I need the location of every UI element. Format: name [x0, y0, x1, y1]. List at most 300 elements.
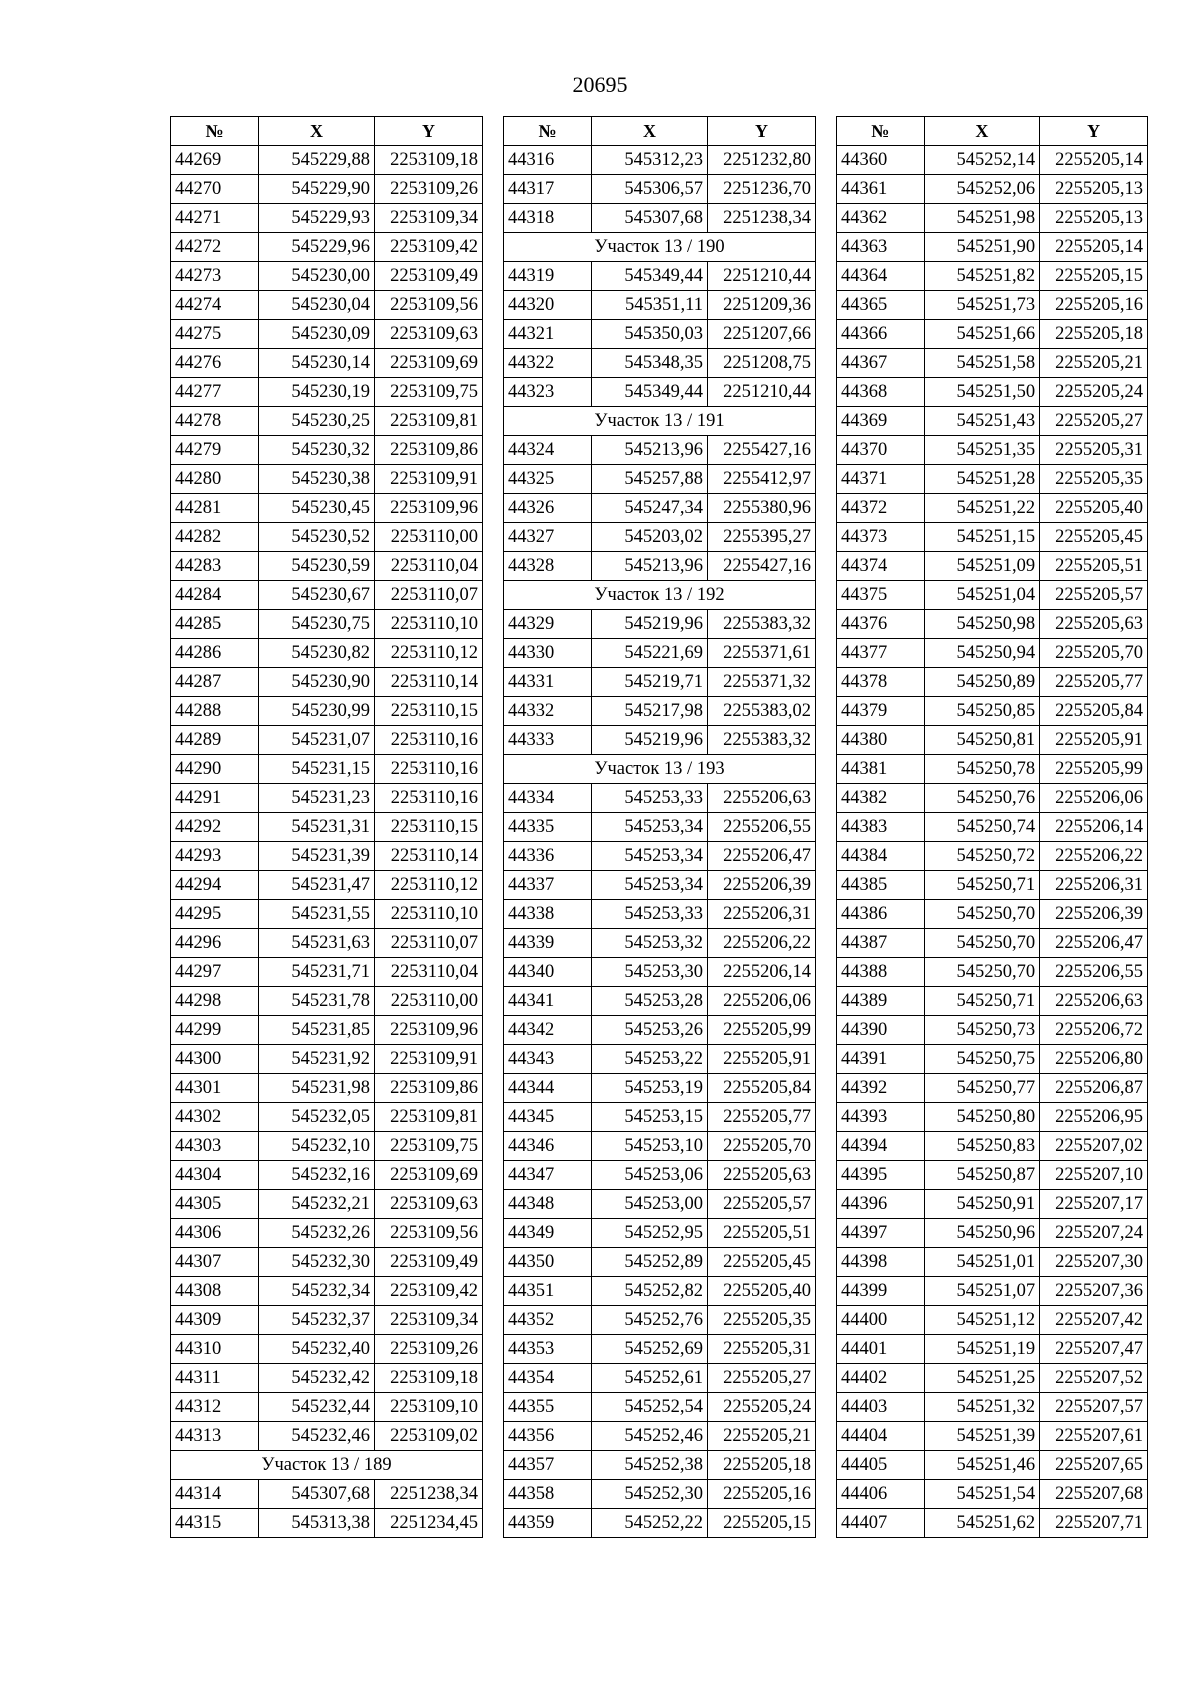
cell-y: 2255205,35	[708, 1306, 816, 1335]
table-header-row	[504, 117, 816, 146]
cell-number: 44380	[837, 726, 925, 755]
table-row	[837, 1393, 1148, 1422]
cell-x: 545251,50	[924, 378, 1040, 407]
cell-y: 2253109,81	[375, 407, 483, 436]
cell-number: 44385	[837, 871, 925, 900]
section-title: Участок 13 / 192	[504, 581, 816, 610]
header-x: X	[592, 117, 708, 146]
cell-y: 2255207,52	[1040, 1364, 1148, 1393]
table-row	[171, 204, 483, 233]
cell-y: 2255205,24	[1040, 378, 1148, 407]
header-y: Y	[375, 117, 483, 146]
table-row	[504, 697, 816, 726]
table-row	[504, 378, 816, 407]
cell-y: 2253110,10	[375, 610, 483, 639]
cell-x: 545231,31	[259, 813, 375, 842]
cell-number: 44394	[837, 1132, 925, 1161]
cell-x: 545250,89	[924, 668, 1040, 697]
cell-number: 44328	[504, 552, 592, 581]
cell-number: 44269	[171, 146, 259, 175]
cell-x: 545250,96	[924, 1219, 1040, 1248]
table-row	[837, 465, 1148, 494]
cell-x: 545251,12	[924, 1306, 1040, 1335]
cell-x: 545251,22	[924, 494, 1040, 523]
cell-y: 2255205,57	[1040, 581, 1148, 610]
table-row	[504, 1248, 816, 1277]
cell-y: 2253110,16	[375, 755, 483, 784]
cell-number: 44318	[504, 204, 592, 233]
cell-number: 44405	[837, 1451, 925, 1480]
cell-x: 545349,44	[592, 378, 708, 407]
cell-y: 2255206,63	[708, 784, 816, 813]
cell-number: 44319	[504, 262, 592, 291]
table-row	[171, 291, 483, 320]
cell-number: 44285	[171, 610, 259, 639]
cell-y: 2255207,02	[1040, 1132, 1148, 1161]
table-row	[504, 842, 816, 871]
table-row	[837, 813, 1148, 842]
table-row	[837, 1016, 1148, 1045]
cell-x: 545253,28	[592, 987, 708, 1016]
cell-number: 44341	[504, 987, 592, 1016]
cell-number: 44308	[171, 1277, 259, 1306]
cell-x: 545251,28	[924, 465, 1040, 494]
cell-number: 44397	[837, 1219, 925, 1248]
table-row	[171, 842, 483, 871]
cell-y: 2255206,31	[1040, 871, 1148, 900]
cell-y: 2255206,22	[708, 929, 816, 958]
cell-number: 44358	[504, 1480, 592, 1509]
table-row	[171, 1132, 483, 1161]
cell-y: 2255205,18	[1040, 320, 1148, 349]
cell-x: 545203,02	[592, 523, 708, 552]
cell-y: 2255371,32	[708, 668, 816, 697]
cell-y: 2255207,47	[1040, 1335, 1148, 1364]
cell-x: 545257,88	[592, 465, 708, 494]
cell-y: 2255207,71	[1040, 1509, 1148, 1538]
cell-y: 2255206,87	[1040, 1074, 1148, 1103]
table-row	[504, 1480, 816, 1509]
cell-x: 545250,70	[924, 958, 1040, 987]
cell-y: 2255205,40	[1040, 494, 1148, 523]
cell-x: 545313,38	[259, 1509, 375, 1538]
table-row	[837, 929, 1148, 958]
cell-number: 44306	[171, 1219, 259, 1248]
cell-number: 44356	[504, 1422, 592, 1451]
cell-y: 2255383,32	[708, 726, 816, 755]
cell-y: 2253109,26	[375, 175, 483, 204]
cell-x: 545250,80	[924, 1103, 1040, 1132]
cell-x: 545230,67	[259, 581, 375, 610]
table-row	[171, 349, 483, 378]
cell-y: 2255206,22	[1040, 842, 1148, 871]
cell-x: 545230,82	[259, 639, 375, 668]
cell-x: 545229,96	[259, 233, 375, 262]
cell-number: 44378	[837, 668, 925, 697]
cell-number: 44375	[837, 581, 925, 610]
table-row	[837, 900, 1148, 929]
cell-y: 2253109,96	[375, 1016, 483, 1045]
cell-y: 2255383,02	[708, 697, 816, 726]
cell-x: 545232,42	[259, 1364, 375, 1393]
cell-y: 2255207,42	[1040, 1306, 1148, 1335]
table-row	[837, 1277, 1148, 1306]
table-row	[837, 755, 1148, 784]
cell-x: 545253,32	[592, 929, 708, 958]
table-row	[171, 1509, 483, 1538]
cell-x: 545307,68	[259, 1480, 375, 1509]
cell-y: 2255412,97	[708, 465, 816, 494]
table-row	[504, 262, 816, 291]
cell-number: 44277	[171, 378, 259, 407]
table-row	[171, 755, 483, 784]
table-row	[504, 987, 816, 1016]
cell-y: 2253109,81	[375, 1103, 483, 1132]
cell-y: 2253110,00	[375, 523, 483, 552]
cell-y: 2253109,91	[375, 465, 483, 494]
cell-x: 545350,03	[592, 320, 708, 349]
section-title: Участок 13 / 191	[504, 407, 816, 436]
cell-y: 2255205,24	[708, 1393, 816, 1422]
cell-y: 2255205,70	[708, 1132, 816, 1161]
table-row	[504, 175, 816, 204]
cell-y: 2255205,16	[1040, 291, 1148, 320]
cell-y: 2253109,26	[375, 1335, 483, 1364]
cell-y: 2253109,18	[375, 146, 483, 175]
cell-number: 44274	[171, 291, 259, 320]
cell-y: 2255205,18	[708, 1451, 816, 1480]
cell-number: 44290	[171, 755, 259, 784]
table-row	[171, 523, 483, 552]
cell-y: 2253110,04	[375, 552, 483, 581]
cell-x: 545251,07	[924, 1277, 1040, 1306]
cell-y: 2255371,61	[708, 639, 816, 668]
cell-x: 545253,34	[592, 842, 708, 871]
table-row	[837, 1103, 1148, 1132]
table-row	[837, 146, 1148, 175]
cell-x: 545348,35	[592, 349, 708, 378]
table-row	[837, 1306, 1148, 1335]
cell-x: 545250,81	[924, 726, 1040, 755]
cell-number: 44292	[171, 813, 259, 842]
table-row	[837, 494, 1148, 523]
cell-number: 44276	[171, 349, 259, 378]
cell-y: 2253109,56	[375, 291, 483, 320]
cell-x: 545250,91	[924, 1190, 1040, 1219]
cell-x: 545230,38	[259, 465, 375, 494]
cell-x: 545213,96	[592, 552, 708, 581]
table-row	[837, 436, 1148, 465]
cell-number: 44300	[171, 1045, 259, 1074]
cell-number: 44396	[837, 1190, 925, 1219]
cell-y: 2255206,39	[708, 871, 816, 900]
table-row	[171, 1277, 483, 1306]
cell-number: 44303	[171, 1132, 259, 1161]
cell-x: 545231,98	[259, 1074, 375, 1103]
cell-x: 545252,38	[592, 1451, 708, 1480]
section-row	[504, 755, 816, 784]
cell-y: 2255207,17	[1040, 1190, 1148, 1219]
cell-y: 2253109,10	[375, 1393, 483, 1422]
table-row	[171, 1219, 483, 1248]
cell-x: 545219,96	[592, 726, 708, 755]
cell-number: 44289	[171, 726, 259, 755]
cell-x: 545251,43	[924, 407, 1040, 436]
cell-y: 2253110,15	[375, 697, 483, 726]
table-row	[504, 1364, 816, 1393]
cell-number: 44302	[171, 1103, 259, 1132]
cell-y: 2251232,80	[708, 146, 816, 175]
cell-number: 44296	[171, 929, 259, 958]
cell-number: 44407	[837, 1509, 925, 1538]
cell-x: 545250,73	[924, 1016, 1040, 1045]
table-row	[837, 958, 1148, 987]
cell-number: 44286	[171, 639, 259, 668]
table-row	[837, 1335, 1148, 1364]
cell-number: 44307	[171, 1248, 259, 1277]
cell-x: 545251,35	[924, 436, 1040, 465]
table-row	[837, 697, 1148, 726]
cell-number: 44391	[837, 1045, 925, 1074]
cell-x: 545250,83	[924, 1132, 1040, 1161]
cell-y: 2255206,55	[1040, 958, 1148, 987]
cell-number: 44334	[504, 784, 592, 813]
cell-number: 44345	[504, 1103, 592, 1132]
cell-x: 545232,05	[259, 1103, 375, 1132]
cell-x: 545250,75	[924, 1045, 1040, 1074]
cell-x: 545230,04	[259, 291, 375, 320]
cell-number: 44278	[171, 407, 259, 436]
table-row	[504, 1132, 816, 1161]
cell-y: 2255207,57	[1040, 1393, 1148, 1422]
cell-y: 2255205,70	[1040, 639, 1148, 668]
cell-y: 2251238,34	[708, 204, 816, 233]
table-row	[504, 726, 816, 755]
cell-x: 545251,15	[924, 523, 1040, 552]
cell-y: 2255205,35	[1040, 465, 1148, 494]
cell-x: 545230,00	[259, 262, 375, 291]
cell-x: 545252,06	[924, 175, 1040, 204]
coordinate-tables	[170, 116, 1148, 1590]
table-row	[504, 1045, 816, 1074]
table-row	[504, 552, 816, 581]
cell-x: 545232,10	[259, 1132, 375, 1161]
cell-y: 2255205,84	[708, 1074, 816, 1103]
cell-y: 2253110,15	[375, 813, 483, 842]
cell-number: 44376	[837, 610, 925, 639]
cell-y: 2255205,91	[708, 1045, 816, 1074]
cell-x: 545251,82	[924, 262, 1040, 291]
cell-number: 44366	[837, 320, 925, 349]
cell-number: 44342	[504, 1016, 592, 1045]
cell-y: 2255205,77	[708, 1103, 816, 1132]
table-row	[504, 1335, 816, 1364]
table-row	[837, 726, 1148, 755]
table-row	[837, 523, 1148, 552]
cell-number: 44305	[171, 1190, 259, 1219]
cell-y: 2255205,77	[1040, 668, 1148, 697]
table-row	[171, 813, 483, 842]
cell-number: 44321	[504, 320, 592, 349]
cell-x: 545217,98	[592, 697, 708, 726]
cell-number: 44399	[837, 1277, 925, 1306]
cell-x: 545250,70	[924, 900, 1040, 929]
cell-x: 545251,19	[924, 1335, 1040, 1364]
cell-y: 2255206,14	[1040, 813, 1148, 842]
cell-number: 44352	[504, 1306, 592, 1335]
cell-number: 44283	[171, 552, 259, 581]
cell-x: 545250,87	[924, 1161, 1040, 1190]
cell-x: 545250,72	[924, 842, 1040, 871]
cell-x: 545229,90	[259, 175, 375, 204]
cell-y: 2255206,95	[1040, 1103, 1148, 1132]
cell-number: 44324	[504, 436, 592, 465]
header-number: №	[837, 117, 925, 146]
table-row	[171, 436, 483, 465]
cell-number: 44383	[837, 813, 925, 842]
cell-x: 545231,47	[259, 871, 375, 900]
cell-y: 2255206,63	[1040, 987, 1148, 1016]
cell-y: 2253109,42	[375, 1277, 483, 1306]
section-row	[504, 407, 816, 436]
table-row	[504, 1016, 816, 1045]
cell-y: 2251210,44	[708, 378, 816, 407]
cell-number: 44291	[171, 784, 259, 813]
table-row	[504, 1277, 816, 1306]
section-row	[504, 233, 816, 262]
cell-number: 44390	[837, 1016, 925, 1045]
cell-number: 44381	[837, 755, 925, 784]
cell-x: 545250,85	[924, 697, 1040, 726]
table-row	[837, 1161, 1148, 1190]
coordinate-table-3	[836, 116, 1148, 1538]
table-row	[171, 697, 483, 726]
cell-y: 2253109,63	[375, 320, 483, 349]
cell-x: 545250,74	[924, 813, 1040, 842]
cell-y: 2255205,40	[708, 1277, 816, 1306]
cell-number: 44299	[171, 1016, 259, 1045]
cell-number: 44337	[504, 871, 592, 900]
table-row	[504, 1219, 816, 1248]
table-row	[504, 668, 816, 697]
header-x: X	[259, 117, 375, 146]
cell-x: 545229,93	[259, 204, 375, 233]
cell-number: 44298	[171, 987, 259, 1016]
cell-y: 2255205,63	[1040, 610, 1148, 639]
cell-x: 545251,39	[924, 1422, 1040, 1451]
section-title: Участок 13 / 193	[504, 755, 816, 784]
table-row	[837, 1132, 1148, 1161]
cell-y: 2255205,15	[1040, 262, 1148, 291]
cell-x: 545253,06	[592, 1161, 708, 1190]
cell-number: 44281	[171, 494, 259, 523]
table-row	[504, 610, 816, 639]
cell-number: 44355	[504, 1393, 592, 1422]
cell-number: 44332	[504, 697, 592, 726]
header-number: №	[504, 117, 592, 146]
cell-y: 2255207,30	[1040, 1248, 1148, 1277]
cell-x: 545252,14	[924, 146, 1040, 175]
cell-number: 44363	[837, 233, 925, 262]
cell-number: 44349	[504, 1219, 592, 1248]
table-row	[504, 146, 816, 175]
cell-number: 44338	[504, 900, 592, 929]
cell-y: 2253109,69	[375, 349, 483, 378]
cell-y: 2253110,14	[375, 668, 483, 697]
table-row	[171, 1393, 483, 1422]
cell-y: 2253109,63	[375, 1190, 483, 1219]
cell-x: 545230,75	[259, 610, 375, 639]
cell-y: 2255207,10	[1040, 1161, 1148, 1190]
table-row	[837, 407, 1148, 436]
cell-number: 44280	[171, 465, 259, 494]
table-row	[504, 929, 816, 958]
cell-x: 545230,19	[259, 378, 375, 407]
cell-number: 44304	[171, 1161, 259, 1190]
cell-y: 2253109,75	[375, 378, 483, 407]
cell-y: 2255206,47	[708, 842, 816, 871]
cell-x: 545253,33	[592, 900, 708, 929]
cell-number: 44372	[837, 494, 925, 523]
table-row	[837, 1248, 1148, 1277]
cell-x: 545251,09	[924, 552, 1040, 581]
cell-y: 2253109,56	[375, 1219, 483, 1248]
cell-x: 545231,23	[259, 784, 375, 813]
table-row	[837, 262, 1148, 291]
table-row	[171, 1306, 483, 1335]
cell-x: 545230,52	[259, 523, 375, 552]
cell-y: 2253109,49	[375, 262, 483, 291]
cell-y: 2255206,72	[1040, 1016, 1148, 1045]
table-row	[837, 1509, 1148, 1538]
table-row	[837, 610, 1148, 639]
cell-x: 545251,01	[924, 1248, 1040, 1277]
cell-x: 545252,69	[592, 1335, 708, 1364]
cell-x: 545231,78	[259, 987, 375, 1016]
table-row	[171, 1422, 483, 1451]
cell-number: 44327	[504, 523, 592, 552]
cell-y: 2255205,31	[1040, 436, 1148, 465]
cell-number: 44406	[837, 1480, 925, 1509]
cell-x: 545231,39	[259, 842, 375, 871]
cell-x: 545231,71	[259, 958, 375, 987]
table-row	[837, 842, 1148, 871]
table-row	[171, 639, 483, 668]
cell-x: 545213,96	[592, 436, 708, 465]
cell-number: 44317	[504, 175, 592, 204]
table-row	[504, 1103, 816, 1132]
cell-y: 2253109,18	[375, 1364, 483, 1393]
table-row	[171, 929, 483, 958]
cell-y: 2255207,61	[1040, 1422, 1148, 1451]
cell-number: 44313	[171, 1422, 259, 1451]
cell-x: 545231,63	[259, 929, 375, 958]
cell-y: 2253110,16	[375, 726, 483, 755]
cell-x: 545251,73	[924, 291, 1040, 320]
cell-y: 2255206,47	[1040, 929, 1148, 958]
cell-number: 44388	[837, 958, 925, 987]
cell-number: 44348	[504, 1190, 592, 1219]
cell-x: 545231,85	[259, 1016, 375, 1045]
cell-number: 44377	[837, 639, 925, 668]
cell-number: 44367	[837, 349, 925, 378]
cell-y: 2253109,86	[375, 436, 483, 465]
header-number: №	[171, 117, 259, 146]
table-row	[837, 581, 1148, 610]
cell-number: 44360	[837, 146, 925, 175]
cell-number: 44395	[837, 1161, 925, 1190]
table-row	[837, 378, 1148, 407]
